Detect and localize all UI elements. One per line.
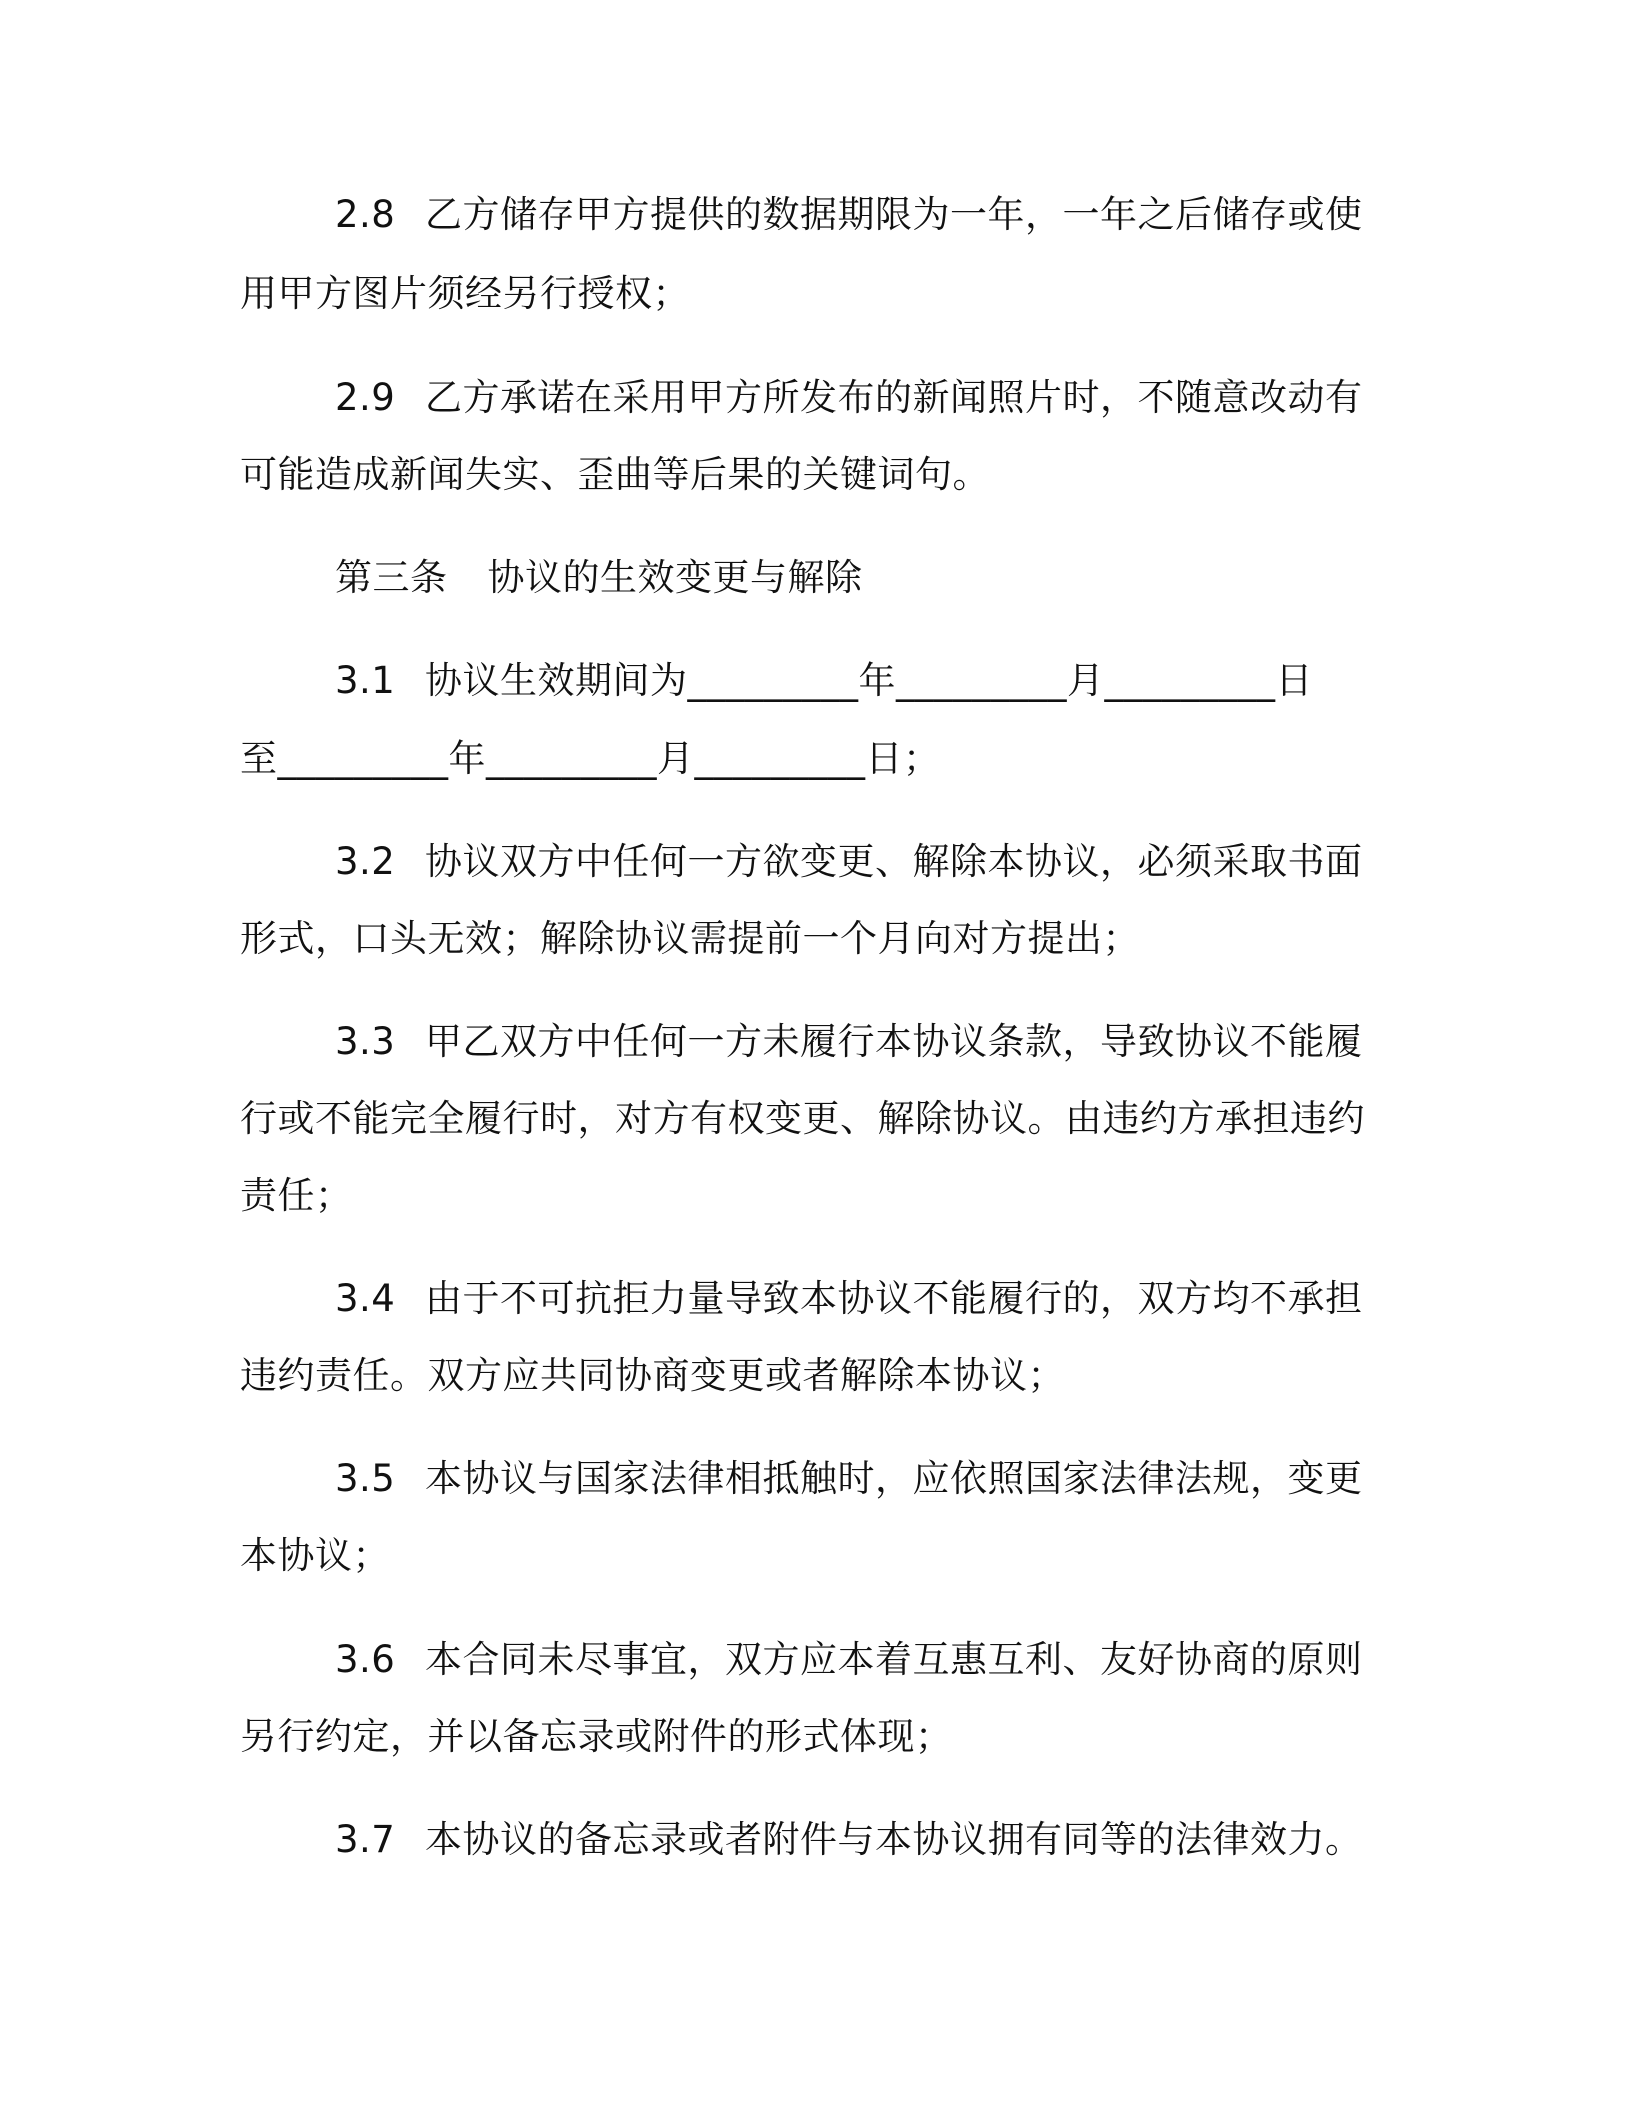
clause-2-9-line-2 [240, 450, 1360, 500]
clause-text: 本协议与国家法律相抵触时，应依照国家法律法规，变更 [425, 1457, 1363, 1500]
clause-text: 行或不能完全履行时，对方有权变更、解除协议。由违约方承担违约 [240, 1097, 1365, 1140]
clause-number: 3.4 [335, 1277, 396, 1320]
clause-text: 本协议； [240, 1534, 390, 1577]
clause-text: 协议生效期间为_________年_________月_________日 [425, 659, 1313, 702]
section-number: 第三条 [335, 556, 448, 599]
clause-text: 本协议的备忘录或者附件与本协议拥有同等的法律效力。 [425, 1818, 1363, 1861]
section-heading [335, 553, 1360, 603]
clause-number: 2.8 [335, 193, 396, 236]
clause-3-5-line-2 [240, 1531, 1360, 1581]
clause-3-1-line-2 [240, 734, 1360, 784]
section-title: 协议的生效变更与解除 [487, 556, 863, 599]
clause-3-6-line-2 [240, 1712, 1360, 1762]
clause-text: 用甲方图片须经另行授权； [240, 272, 690, 315]
clause-3-4-line-2 [240, 1351, 1360, 1401]
clause-text: 协议双方中任何一方欲变更、解除本协议，必须采取书面 [425, 840, 1363, 883]
clause-3-3-line-3 [240, 1171, 1360, 1221]
clause-2-9-line-1 [335, 373, 1363, 423]
clause-number: 3.2 [335, 840, 396, 883]
clause-number: 3.3 [335, 1020, 396, 1063]
clause-number: 3.6 [335, 1638, 396, 1681]
clause-2-8-line-1 [335, 190, 1363, 240]
clause-3-3-line-2 [240, 1094, 1365, 1144]
clause-text: 甲乙双方中任何一方未履行本协议条款，导致协议不能履 [425, 1020, 1363, 1063]
clause-3-6-line-1 [335, 1635, 1363, 1685]
clause-text: 本合同未尽事宜，双方应本着互惠互利、友好协商的原则 [425, 1638, 1363, 1681]
clause-text: 至_________年_________月_________日； [240, 737, 941, 780]
clause-number: 3.1 [335, 659, 396, 702]
clause-text: 责任； [240, 1174, 353, 1217]
clause-text: 可能造成新闻失实、歪曲等后果的关键词句。 [240, 453, 990, 496]
clause-text: 形式，口头无效；解除协议需提前一个月向对方提出； [240, 917, 1140, 960]
clause-3-3-line-1 [335, 1017, 1363, 1067]
clause-3-4-line-1 [335, 1274, 1363, 1324]
clause-3-1-line-1 [335, 656, 1360, 706]
clause-text: 乙方储存甲方提供的数据期限为一年，一年之后储存或使 [425, 193, 1363, 236]
clause-text: 乙方承诺在采用甲方所发布的新闻照片时，不随意改动有 [425, 376, 1363, 419]
clause-number: 3.7 [335, 1818, 396, 1861]
clause-3-5-line-1 [335, 1454, 1363, 1504]
clause-3-2-line-2 [240, 914, 1360, 964]
clause-3-2-line-1 [335, 837, 1363, 887]
clause-text: 由于不可抗拒力量导致本协议不能履行的，双方均不承担 [425, 1277, 1363, 1320]
clause-2-8-line-2 [240, 269, 1360, 319]
clause-number: 3.5 [335, 1457, 396, 1500]
clause-3-7-line-1 [335, 1815, 1363, 1865]
clause-number: 2.9 [335, 376, 396, 419]
clause-text: 另行约定，并以备忘录或附件的形式体现； [240, 1715, 953, 1758]
clause-text: 违约责任。双方应共同协商变更或者解除本协议； [240, 1354, 1065, 1397]
